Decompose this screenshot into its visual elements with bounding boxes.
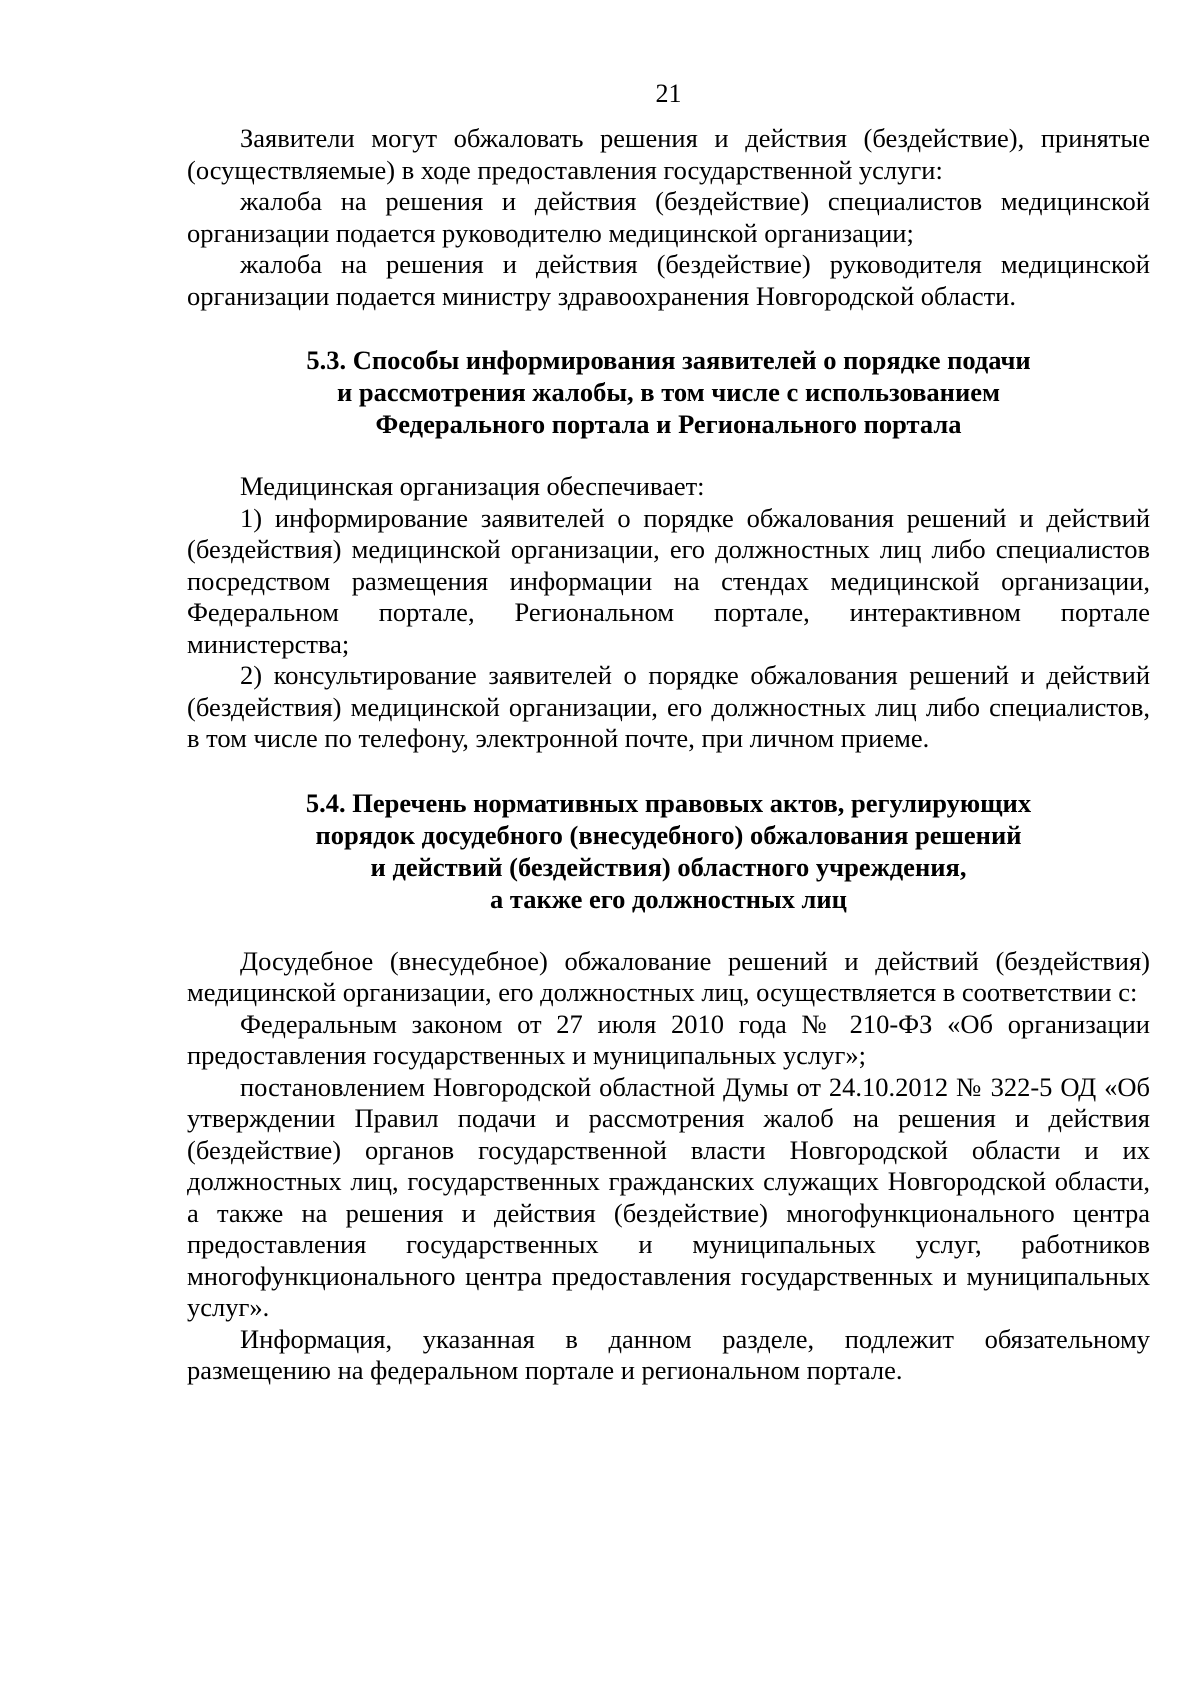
paragraph-complaint-specialists: жалоба на решения и действия (бездействие) специалистов медицинской организации подается руководителю медицинской организации; bbox=[187, 186, 1150, 248]
section-5-2-tail bbox=[187, 123, 1150, 312]
heading-line: порядок досудебного (внесудебного) обжалования решений bbox=[315, 819, 1022, 850]
paragraph-applicants-may-appeal: Заявители могут обжаловать решения и действия (бездействие), принятые (осуществляемые) в ходе предоставления государственной услуги: bbox=[187, 123, 1150, 185]
paragraph-pretrial-appeal: Досудебное (внесудебное) обжалование решений и действий (бездействия) медицинской организации, его должностных лиц, осуществляется в соответствии с: bbox=[187, 945, 1150, 1007]
heading-line: Федерального портала и Регионального портала bbox=[375, 409, 962, 439]
paragraph-federal-law: Федеральным законом от 27 июля 2010 года № 210-ФЗ «Об организации предоставления государственных и муниципальных услуг»; bbox=[187, 1008, 1150, 1070]
heading-line: и рассмотрения жалобы, в том числе с использованием bbox=[336, 377, 1001, 407]
paragraph-organization-provides: Медицинская организация обеспечивает: bbox=[240, 471, 705, 501]
paragraph-item-2-consulting: 2) консультирование заявителей о порядке обжалования решений и действий (бездействия) медицинской организации, его должностных лиц либо специалистов, в том числе по телефону, электронной почте, при личном приеме. bbox=[187, 660, 1150, 753]
paragraph-item-1-informing: 1) информирование заявителей о порядке обжалования решений и действий (бездействия) медицинской организации, его должностных лиц либо специалистов посредством размещения информации на стендах медицинской организации, Федеральном портале, Региональном портале, интерактивном портале министерства; bbox=[187, 502, 1150, 659]
section-5-4-body bbox=[187, 946, 1150, 1387]
heading-line: 5.3. Способы информирования заявителей о порядке подачи bbox=[306, 345, 1031, 375]
section-5-3-body bbox=[187, 471, 1150, 755]
page-number: 21 bbox=[655, 79, 682, 108]
paragraph-information-placement: Информация, указанная в данном разделе, подлежит обязательному размещению на федеральном портале и региональном портале. bbox=[187, 1323, 1150, 1385]
heading-line: и действий (бездействия) областного учреждения, bbox=[370, 851, 967, 882]
paragraph-regional-resolution: постановлением Новгородской областной Думы от 24.10.2012 № 322-5 ОД «Об утверждении Правил подачи и рассмотрения жалоб на решения и действия (бездействие) органов государственной власти Новгородской области и их должностных лиц, государственных гражданских служащих Новгородской области, а также на решения и действия (бездействие) многофункционального центра предоставления государственных и муниципальных услуг, работников многофункционального центра предоставления государственных и муниципальных услуг». bbox=[187, 1071, 1150, 1322]
section-5-4-heading bbox=[187, 787, 1150, 915]
section-5-3-heading bbox=[187, 344, 1150, 440]
heading-line: 5.4. Перечень нормативных правовых актов, регулирующих bbox=[305, 787, 1032, 818]
heading-line: а также его должностных лиц bbox=[490, 883, 847, 914]
paragraph-complaint-head: жалоба на решения и действия (бездействие) руководителя медицинской организации подается министру здравоохранения Новгородской области. bbox=[187, 249, 1150, 311]
